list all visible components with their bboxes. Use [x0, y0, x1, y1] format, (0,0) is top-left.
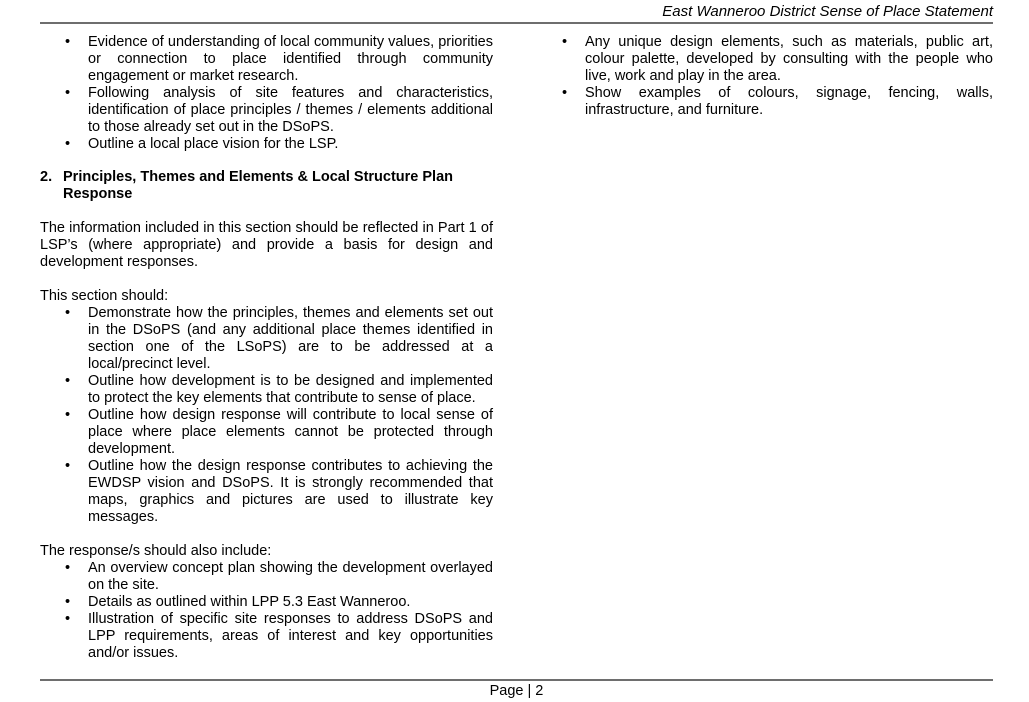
- section-heading: [40, 169, 493, 203]
- section-lead: This section should:: [40, 288, 169, 304]
- bullet-icon: •: [65, 373, 71, 389]
- right-bullet-list: [537, 34, 993, 119]
- list-item: [40, 611, 493, 662]
- top-bullet-list: [40, 34, 493, 153]
- bullet-icon: •: [65, 458, 71, 474]
- bullet-icon: •: [65, 611, 71, 627]
- document-title: East Wanneroo District Sense of Place Statement: [662, 3, 993, 20]
- list-item-text: Outline how development is to be designed and implemented to protect the key elements that contribute to sense of place.: [88, 373, 493, 406]
- list-item-text: Show examples of colours, signage, fencing, walls, infrastructure, and furniture.: [585, 85, 993, 118]
- bullet-icon: •: [65, 407, 71, 423]
- list-item: [40, 594, 493, 611]
- intro-paragraph: The information included in this section should be reflected in Part 1 of LSP’s (where appropriate) and provide a basis for design and development responses.: [40, 220, 493, 270]
- header-rule: [40, 22, 993, 24]
- bullet-icon: •: [65, 560, 71, 576]
- list-item-text: Outline how design response will contribute to local sense of place where place elements cannot be protected through development.: [88, 407, 493, 457]
- page-number: Page | 2: [489, 683, 544, 699]
- bullet-icon: •: [65, 305, 71, 321]
- list-item-text: Illustration of specific site responses to address DSoPS and LPP requirements, areas of interest and key opportunities and/or issues.: [88, 611, 493, 661]
- section-bullet-list: [40, 305, 493, 526]
- list-item-text: Any unique design elements, such as materials, public art, colour palette, developed by consulting with the people who live, work and play in the area.: [585, 34, 993, 84]
- list-item: [40, 407, 493, 458]
- page-footer: [40, 679, 993, 700]
- list-item: [40, 373, 493, 407]
- list-item: [537, 85, 993, 119]
- list-item: [40, 458, 493, 526]
- bullet-icon: •: [65, 85, 71, 101]
- list-item-text: Details as outlined within LPP 5.3 East Wanneroo.: [88, 594, 411, 610]
- list-item: [40, 560, 493, 594]
- bullet-icon: •: [65, 34, 71, 50]
- footer-rule: [40, 679, 993, 681]
- right-column: [537, 34, 993, 119]
- left-column: [40, 34, 493, 662]
- bullet-icon: •: [65, 136, 71, 152]
- bullet-icon: •: [65, 594, 71, 610]
- list-item-text: An overview concept plan showing the development overlayed on the site.: [88, 560, 493, 593]
- section-heading-text: Principles, Themes and Elements & Local Structure Plan Response: [63, 169, 454, 202]
- list-item: [40, 85, 493, 136]
- section-heading-number: 2.: [40, 169, 53, 185]
- response-bullet-list: [40, 560, 493, 662]
- list-item-text: Outline a local place vision for the LSP.: [88, 136, 339, 152]
- two-column-body: [40, 34, 993, 662]
- list-item: [40, 136, 493, 153]
- list-item: [537, 34, 993, 85]
- list-item-text: Following analysis of site features and characteristics, identification of place principles / themes / elements additional to those already set out in the DSoPS.: [88, 85, 493, 135]
- bullet-icon: •: [562, 85, 568, 101]
- list-item: [40, 34, 493, 85]
- list-item-text: Evidence of understanding of local community values, priorities or connection to place identified through community engagement or market research.: [88, 34, 493, 84]
- list-item: [40, 305, 493, 373]
- bullet-icon: •: [562, 34, 568, 50]
- page-header: [0, 0, 1029, 24]
- list-item-text: Demonstrate how the principles, themes and elements set out in the DSoPS (and any additional place themes identified in section one of the LSoPS) are to be addressed at a local/precinct level.: [88, 305, 493, 372]
- response-lead: The response/s should also include:: [40, 543, 272, 559]
- list-item-text: Outline how the design response contributes to achieving the EWDSP vision and DSoPS. It is strongly recommended that maps, graphics and pictures are used to illustrate key messages.: [88, 458, 493, 525]
